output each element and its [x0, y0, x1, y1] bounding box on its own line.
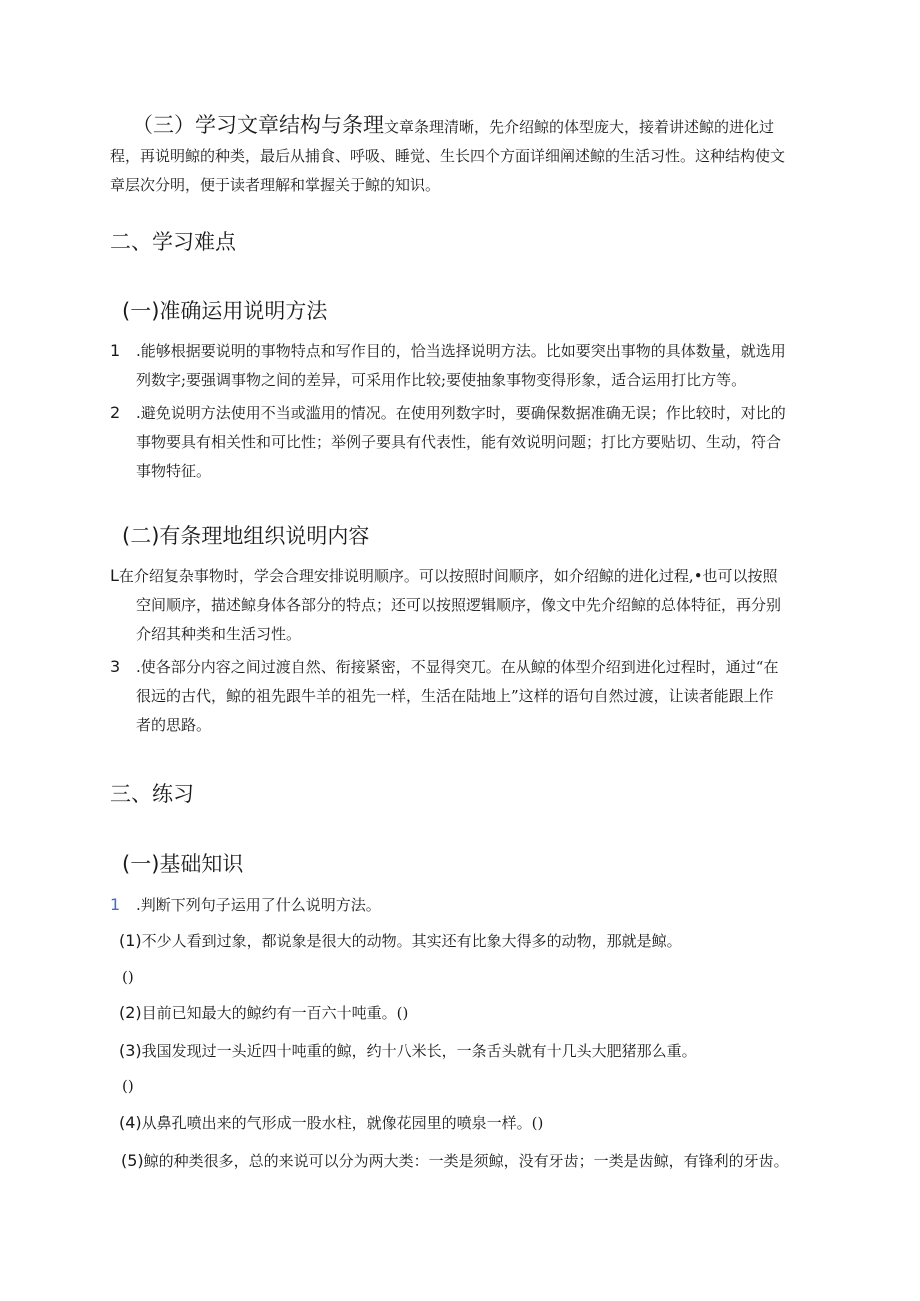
list-number: 1	[110, 341, 121, 360]
section-structure-text-1: 文章条理清晰，先介绍鲸的体型庞大，接着讲述鲸的进化过	[384, 118, 775, 136]
sentence-text: 目前已知最大的鲸约有一百六十吨重。()	[141, 1004, 409, 1022]
list-item-text: 者的思路。	[136, 716, 212, 734]
list-item-text: 事物特征。	[136, 462, 212, 480]
sentence-text: 鲸的种类很多，总的来说可以分为两大类：一类是须鲸，没有牙齿；一类是齿鲸，有锋利的牙齿。	[143, 1152, 789, 1170]
section-structure-line-2: 程，再说明鲸的种类，最后从捕食、呼吸、睡觉、生长四个方面详细阐述鲸的生活习性。这种结构使文	[110, 147, 786, 165]
sentence-label: (4)	[119, 1113, 142, 1132]
sentence-text: 不少人看到过象，都说象是很大的动物。其实还有比象大得多的动物，那就是鲸。	[141, 932, 682, 950]
answer-blank-1[interactable]: ()	[122, 968, 134, 986]
basics-subheading: (一)基础知识	[122, 852, 244, 876]
list-item-text: .能够根据要说明的事物特点和写作目的，恰当选择说明方法。比如要突出事物的具体数量，就选用	[136, 342, 786, 360]
sentence-label: (3)	[119, 1041, 142, 1060]
methods-item-1	[110, 336, 810, 395]
sentence-text: 我国发现过一头近四十吨重的鲸，约十八米长，一条舌头就有十几头大肥猪那么重。	[141, 1042, 697, 1060]
sentence-5	[121, 1150, 821, 1172]
practice-heading: 三、练习	[110, 782, 194, 806]
sentence-4	[119, 1112, 819, 1134]
list-number: 3	[110, 657, 121, 676]
sentence-3	[119, 1040, 819, 1062]
section-structure-line-3: 章层次分明，便于读者理解和掌握关于鲸的知识。	[110, 176, 441, 194]
organize-item-2	[110, 652, 810, 740]
methods-subheading: (一)准确运用说明方法	[122, 299, 328, 323]
difficulties-heading: 二、学习难点	[110, 230, 236, 254]
question-1	[110, 890, 810, 920]
list-item-text: 事物要具有相关性和可比性；举例子要具有代表性，能有效说明问题；打比方要贴切、生动，符合	[136, 433, 782, 451]
section-structure-paragraph	[110, 111, 810, 200]
list-item-text: 很远的古代，鲸的祖先跟牛羊的祖先一样，生活在陆地上”这样的语句自然过渡，让读者能跟上作	[136, 687, 774, 705]
list-item-text: 空间顺序，描述鲸身体各部分的特点；还可以按照逻辑顺序，像文中先介绍鲸的总体特征，再分别	[136, 596, 782, 614]
organize-subheading: (二)有条理地组织说明内容	[122, 524, 370, 548]
sentence-label: (5)	[121, 1151, 144, 1170]
list-number: 2	[110, 403, 121, 422]
list-item-text: .避免说明方法使用不当或滥用的情况。在使用列数字时，要确保数据准确无误；作比较时，对比的	[136, 404, 786, 422]
section-structure-line-1	[110, 111, 810, 142]
answer-blank-3[interactable]: ()	[122, 1077, 134, 1095]
list-item-text: .使各部分内容之间过渡自然、衔接紧密，不显得突兀。在从鲸的体型介绍到进化过程时，通过“在	[136, 658, 779, 676]
organize-item-1	[110, 561, 810, 649]
list-item-text: 介绍其种类和生活习性。	[136, 625, 302, 643]
list-item-text: 列数字;要强调事物之间的差异，可采用作比较;要使抽象事物变得形象，适合运用打比方等。	[136, 371, 747, 389]
sentence-2	[119, 1002, 819, 1024]
question-text: .判断下列句子运用了什么说明方法。	[136, 896, 381, 914]
sentence-label: (2)	[119, 1003, 142, 1022]
list-item-text: 在介绍复杂事物时，学会合理安排说明顺序。可以按照时间顺序，如介绍鲸的进化过程,•也可以按照	[118, 567, 778, 585]
sentence-label: (1)	[119, 931, 142, 950]
list-number: L	[110, 566, 119, 585]
sentence-1	[119, 930, 819, 952]
sentence-text: 从鼻孔喷出来的气形成一股水柱，就像花园里的喷泉一样。()	[141, 1114, 544, 1132]
question-number: 1	[110, 895, 121, 914]
section-structure-heading: （三）学习文章结构与条理	[132, 113, 384, 137]
methods-item-2	[110, 398, 810, 486]
